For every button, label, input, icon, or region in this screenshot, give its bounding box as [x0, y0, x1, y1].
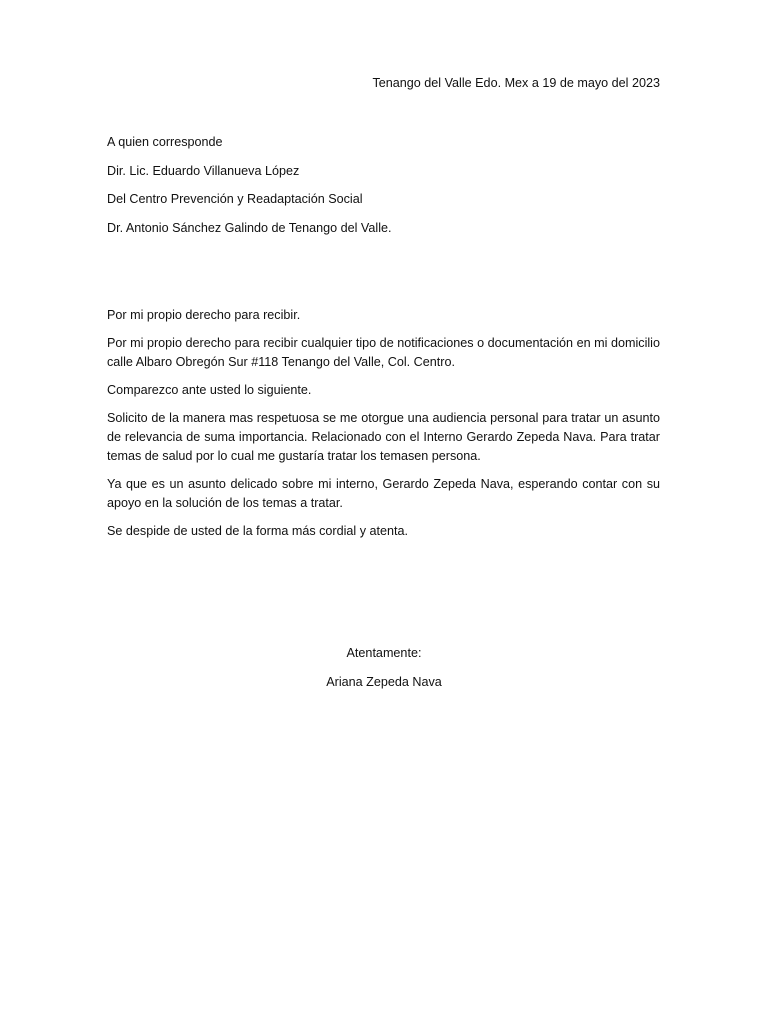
closing-label: Atentamente: — [346, 646, 422, 660]
body-paragraph-5: Ya que es un asunto delicado sobre mi interno, Gerardo Zepeda Nava, esperando contar con su apoyo en la solución de los temas a tratar. — [107, 477, 660, 510]
signer-name: Ariana Zepeda Nava — [326, 675, 442, 689]
body-paragraph-1: Por mi propio derecho para recibir. — [107, 308, 301, 322]
date-line: Tenango del Valle Edo. Mex a 19 de mayo del 2023 — [372, 76, 660, 90]
body-paragraph-2: Por mi propio derecho para recibir cualquier tipo de notificaciones o documentación en mi domicilio calle Albaro Obregón Sur #118 Tenango del Valle, Col. Centro. — [107, 336, 660, 369]
body-paragraph-6: Se despide de usted de la forma más cordial y atenta. — [107, 524, 409, 538]
body-paragraph-4: Solicito de la manera mas respetuosa se me otorgue una audiencia personal para tratar un asunto de relevancia de suma importancia. Relacionado con el Interno Gerardo Zepeda Nava. Para tratar temas de salud por lo cual me gustaría tratar los temasen persona. — [107, 411, 660, 463]
recipient-institution: Del Centro Prevención y Readaptación Social — [107, 192, 363, 207]
body-paragraph-3: Comparezco ante usted lo siguiente. — [107, 383, 312, 397]
recipient-name: Dir. Lic. Eduardo Villanueva López — [107, 163, 300, 178]
letter-body — [107, 306, 660, 550]
recipient-block — [107, 133, 660, 248]
salutation: A quien corresponde — [107, 135, 223, 149]
recipient-location: Dr. Antonio Sánchez Galindo de Tenango del Valle. — [107, 221, 392, 236]
